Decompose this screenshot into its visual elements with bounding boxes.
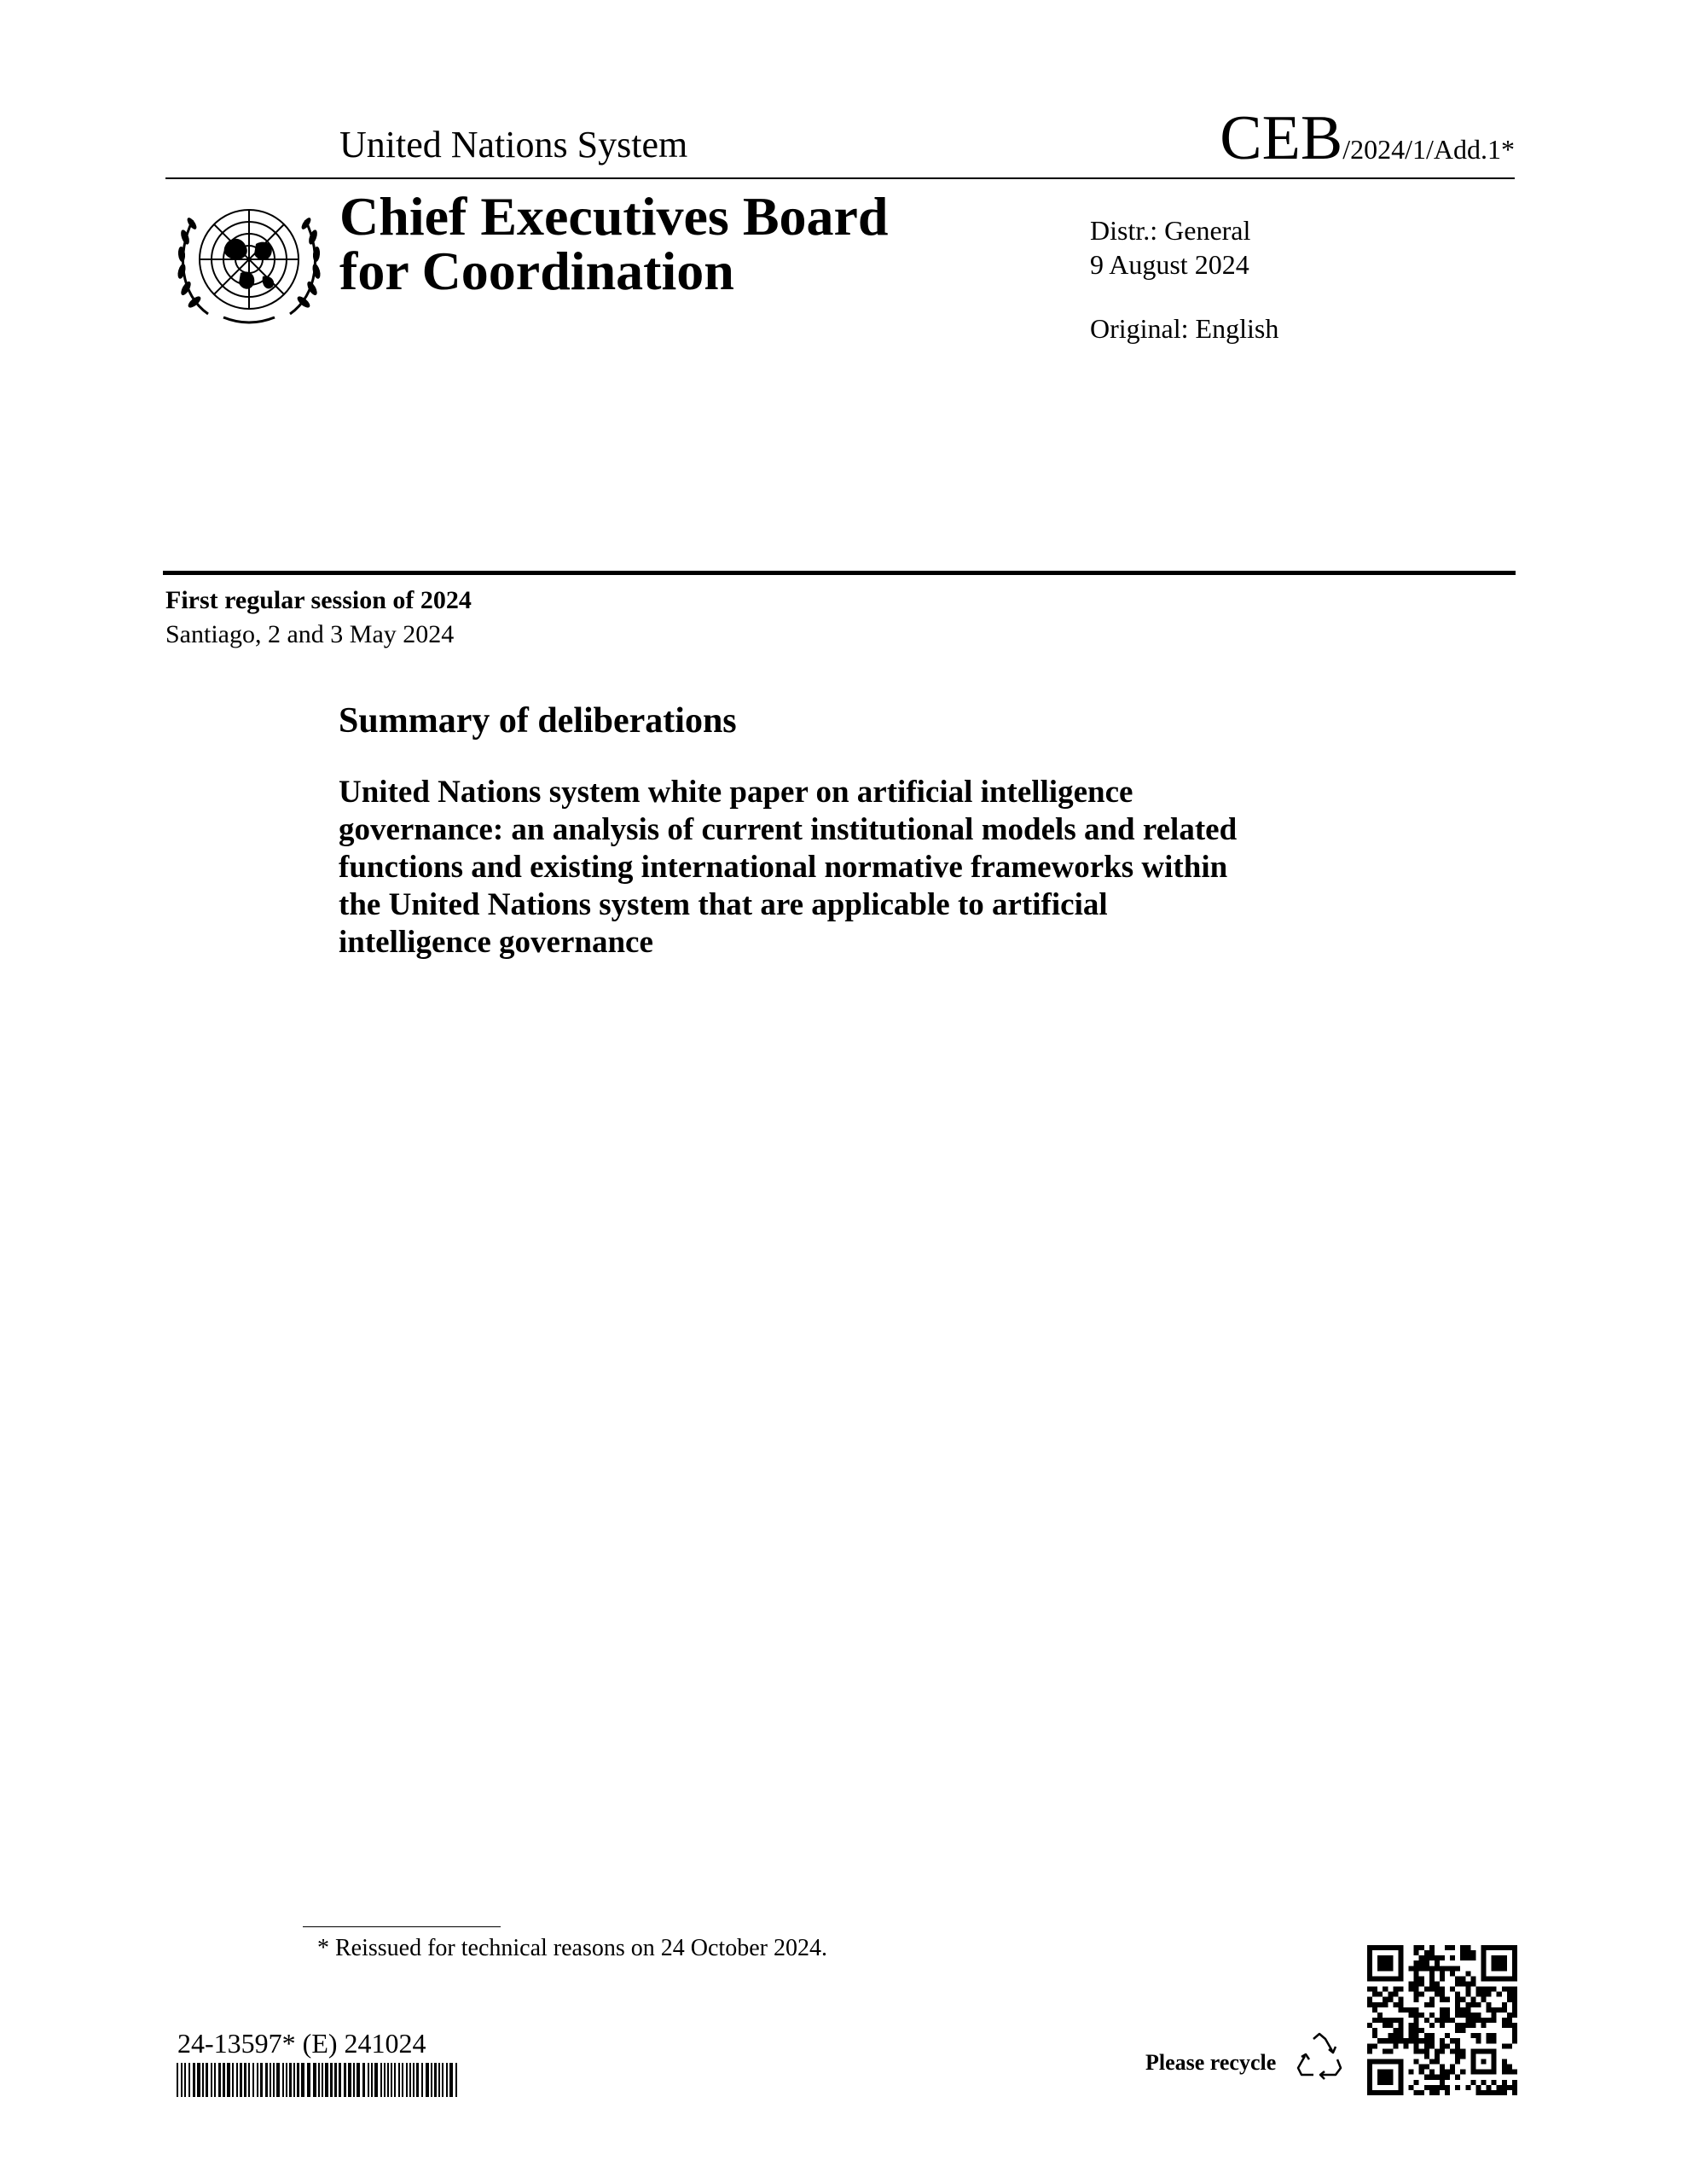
white-paper-line: functions and existing international normative frameworks within xyxy=(339,850,1228,885)
white-paper-line: United Nations system white paper on artificial intelligence xyxy=(339,775,1133,810)
white-paper-line: governance: an analysis of current institutional models and related xyxy=(339,812,1238,847)
session-place-date: Santiago, 2 and 3 May 2024 xyxy=(165,620,455,648)
recycle-icon xyxy=(1293,2030,1346,2083)
header-rule xyxy=(165,177,1515,179)
footnote-rule xyxy=(303,1926,501,1927)
un-emblem-icon xyxy=(174,195,324,328)
session-rule xyxy=(163,571,1516,575)
white-paper-line: intelligence governance xyxy=(339,925,653,960)
session-block xyxy=(165,584,472,652)
white-paper-line: the United Nations system that are applicable to artificial xyxy=(339,887,1108,922)
distribution-type: Distr.: General xyxy=(1090,215,1251,246)
document-symbol xyxy=(1220,104,1515,189)
symbol-main: CEB xyxy=(1220,103,1343,173)
symbol-suffix: /2024/1/Add.1* xyxy=(1342,134,1515,165)
summary-title: Summary of deliberations xyxy=(339,701,737,741)
board-name-line2: for Coordination xyxy=(339,241,734,301)
original-language: Original: English xyxy=(1090,313,1279,344)
job-number: 24-13597* (E) 241024 xyxy=(177,2028,426,2059)
barcode-icon xyxy=(177,2063,458,2097)
board-name xyxy=(339,186,889,301)
white-paper-title xyxy=(339,774,1439,961)
qr-code-icon xyxy=(1367,1945,1517,2095)
organization-system: United Nations System xyxy=(339,124,688,166)
distribution-block xyxy=(1090,213,1250,282)
footnote: * Reissued for technical reasons on 24 October 2024. xyxy=(317,1935,827,1961)
distribution-date: 9 August 2024 xyxy=(1090,249,1249,280)
board-name-line1: Chief Executives Board xyxy=(339,186,889,247)
session-title: First regular session of 2024 xyxy=(165,586,472,614)
recycle-text: Please recycle xyxy=(1145,2050,1277,2075)
